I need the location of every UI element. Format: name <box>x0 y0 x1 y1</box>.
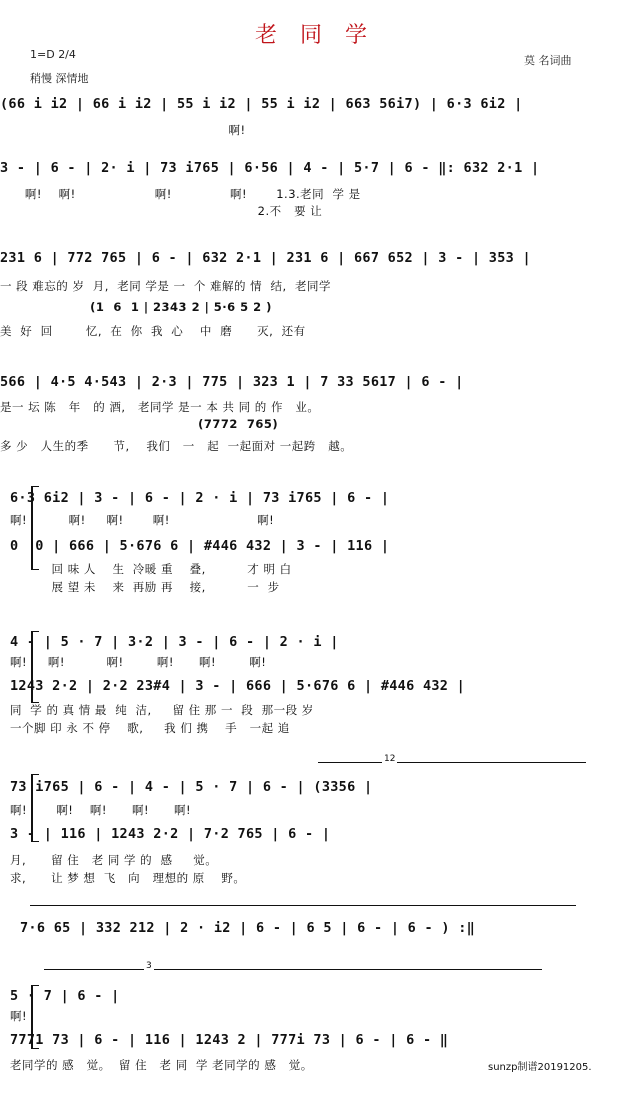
volta-number: 3 <box>146 961 152 971</box>
repeat-overline <box>30 905 576 906</box>
lyric-line-7: 啊! 啊! 啊! 啊! 啊! <box>10 803 192 817</box>
harmony-line-9: 7771 73 | 6 - | 116 | 1243 2 | 777i 73 | 6 - | 6 - ‖ <box>10 1032 449 1048</box>
volta-number: 12 <box>384 754 396 764</box>
melody-line-5: 6·3 6i2 | 3 - | 6 - | 2 · i | 73 i765 | 6 - | <box>10 490 390 506</box>
volta-second-ending <box>44 961 542 978</box>
lyric-line-3a: 一 段 难忘的 岁 月, 老同 学是 一 个 难解的 情 结, 老同学 <box>0 279 331 293</box>
notation-line-8: 7·6 65 | 332 212 | 2 · i2 | 6 - | 6 5 | 6 - | 6 - ) :‖ <box>20 920 476 936</box>
melody-line-6: 4 - | 5 · 7 | 3·2 | 3 - | 6 - | 2 · i | <box>10 634 339 650</box>
lyric-line-7b: 月, 留 住 老 同 学 的 感 觉。 <box>10 853 218 867</box>
interlude-notation-2: (7772 765) <box>0 417 279 431</box>
melody-line-9: 5 · 7 | 6 - | <box>10 988 120 1004</box>
transcriber-signature: sunzp制谱20191205. <box>488 1062 592 1073</box>
song-title: 老 同 学 <box>255 23 375 48</box>
lyric-line-6c: 一个脚 印 永 不 停 歌, 我 们 携 手 一起 追 <box>10 721 290 735</box>
interlude-notation: (1 6 1 | 2343 2 | 5·6 5 2 ) <box>0 300 272 314</box>
lyric-line-2a: 啊! 啊! 啊! 啊! 1.3.老同 学 是 <box>0 187 361 201</box>
lyric-line-6b: 同 学 的 真 情 最 纯 洁, 留 住 那 一 段 那一段 岁 <box>10 703 314 717</box>
harmony-line-7: 3 - | 116 | 1243 2·2 | 7·2 765 | 6 - | <box>10 826 331 842</box>
time-signature: 2/4 <box>58 48 76 61</box>
volta-first-ending <box>318 754 586 771</box>
lyric-line-7c: 求, 让 梦 想 飞 向 理想的 原 野。 <box>10 871 246 885</box>
lyric-line-2b: 2.不 要 让 <box>0 204 323 218</box>
key-signature <box>30 48 76 61</box>
lyric-line-4b: 多 少 人生的季 节, 我们 一 起 一起面对 一起跨 越。 <box>0 439 353 453</box>
lyric-line-4a: 是一 坛 陈 年 的 酒, 老同学 是一 本 共 同 的 作 业。 <box>0 400 320 414</box>
harmony-line-6: 1243 2·2 | 2·2 23#4 | 3 - | 666 | 5·676 6 | #446 432 | <box>10 678 466 694</box>
key-label: 1=D <box>30 48 55 61</box>
lyric-line-5b: 回 味 人 生 冷暖 重 叠, 才 明 白 <box>10 562 292 576</box>
lyric-line-9b: 老同学的 感 觉。 留 住 老 同 学 老同学的 感 觉。 <box>10 1058 313 1072</box>
composer-credit: 莫 名词曲 <box>524 54 572 67</box>
lyric-line-5: 啊! 啊! 啊! 啊! 啊! <box>10 513 275 527</box>
lyric-line-9: 啊! <box>10 1009 28 1023</box>
notation-line-1: (66 i i2 | 66 i i2 | 55 i i2 | 55 i i2 | 663 56i7) | 6·3 6i2 | <box>0 96 523 112</box>
melody-line-7: 73 i765 | 6 - | 4 - | 5 · 7 | 6 - | (3356 | <box>10 779 373 795</box>
tempo-marking: 稍慢 深情地 <box>30 72 89 85</box>
lyric-line-5c: 展 望 未 来 再励 再 接, 一 步 <box>10 580 280 594</box>
lyric-line-1: 啊! <box>0 123 246 137</box>
notation-line-2: 3 - | 6 - | 2· i | 73 i765 | 6·56 | 4 - | 5·7 | 6 - ‖: 632 2·1 | <box>0 160 540 176</box>
notation-line-4: 566 | 4·5 4·543 | 2·3 | 775 | 323 1 | 7 33 5617 | 6 - | <box>0 374 464 390</box>
lyric-line-6: 啊! 啊! 啊! 啊! 啊! 啊! <box>10 655 267 669</box>
lyric-line-3b: 美 好 回 忆, 在 你 我 心 中 磨 灭, 还有 <box>0 324 306 338</box>
harmony-line-5: 0 0 | 666 | 5·676 6 | #446 432 | 3 - | 116 | <box>10 538 390 554</box>
notation-line-3: 231 6 | 772 765 | 6 - | 632 2·1 | 231 6 | 667 652 | 3 - | 353 | <box>0 250 531 266</box>
